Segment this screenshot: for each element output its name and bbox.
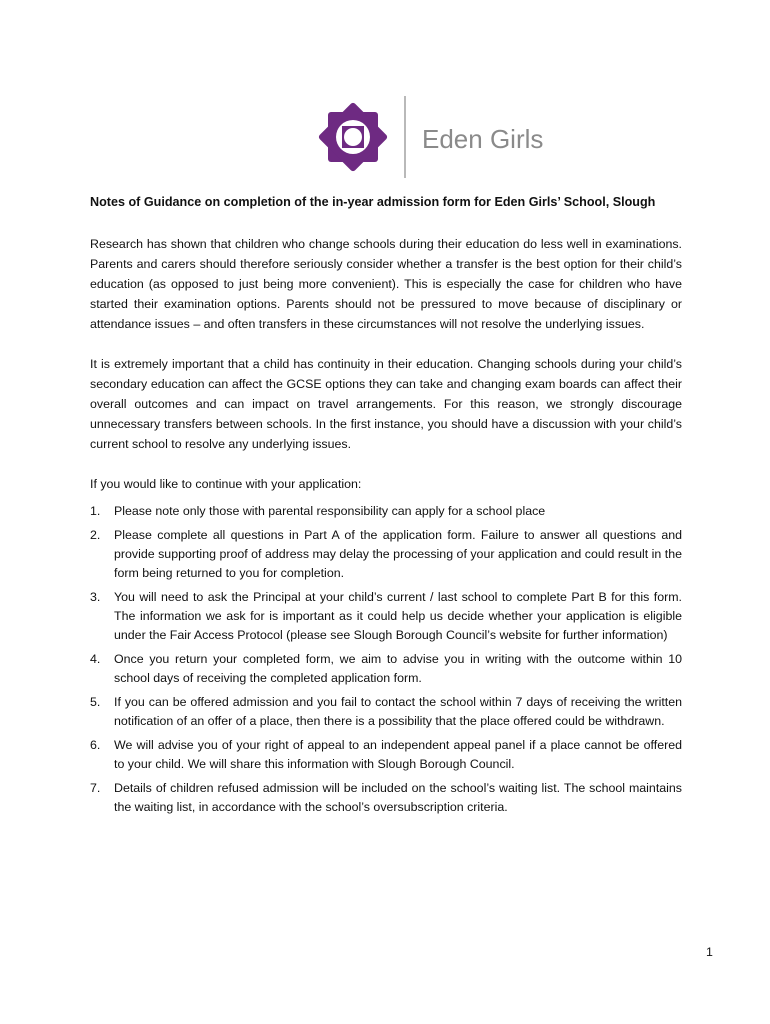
list-item xyxy=(90,650,682,688)
list-item xyxy=(90,588,682,645)
list-item-text: Please note only those with parental responsibility can apply for a school place xyxy=(114,504,546,518)
eden-girls-emblem-icon xyxy=(318,102,388,172)
paragraph-research: Research has shown that children who change schools during their education do less well in examinations. Parents and carers should therefore seriously consider whether a transfer is the best option for their child’s education (as opposed to just being more convenient). This is especially the case for children who have started their examination options. Parents should not be pressured to move because of disciplinary or attendance issues – and often transfers in these circumstances will not resolve the underlying issues. xyxy=(90,237,682,331)
school-logo xyxy=(318,96,543,178)
list-item-number: 7. xyxy=(90,781,101,795)
list-item-number: 4. xyxy=(90,652,101,666)
list-item xyxy=(90,526,682,583)
list-item-text: Details of children refused admission will be included on the school’s waiting list. The school maintains the waiting list, in accordance with the school’s oversubscription criteria. xyxy=(114,781,682,814)
list-item xyxy=(90,693,682,731)
list-item xyxy=(90,502,682,521)
list-item-number: 3. xyxy=(90,590,101,604)
list-item-text: If you can be offered admission and you fail to contact the school within 7 days of receiving the written notification of an offer of a place, then there is a possibility that the place offered could be withdrawn. xyxy=(114,695,682,728)
list-item-number: 2. xyxy=(90,528,101,542)
list-item xyxy=(90,779,682,817)
list-intro: If you would like to continue with your application: xyxy=(90,477,362,491)
list-item-text: You will need to ask the Principal at your child’s current / last school to complete Part B for this form. The information we ask for is important as it could help us decide whether your application is eligible under the Fair Access Protocol (please see Slough Borough Council’s website for further information) xyxy=(114,590,682,642)
document-title: Notes of Guidance on completion of the in-year admission form for Eden Girls’ School, Slough xyxy=(90,195,656,209)
logo-divider xyxy=(404,96,406,178)
list-item-number: 1. xyxy=(90,504,101,518)
list-item xyxy=(90,736,682,774)
list-item-number: 5. xyxy=(90,695,101,709)
list-item-number: 6. xyxy=(90,738,101,752)
list-item-text: We will advise you of your right of appeal to an independent appeal panel if a place cannot be offered to your child. We will share this information with Slough Borough Council. xyxy=(114,738,682,771)
guidance-list xyxy=(90,502,682,817)
logo-text: Eden Girls xyxy=(422,123,544,154)
list-item-text: Once you return your completed form, we aim to advise you in writing with the outcome within 10 school days of receiving the completed application form. xyxy=(114,652,682,685)
paragraph-continuity: It is extremely important that a child has continuity in their education. Changing schools during your child’s secondary education can affect the GCSE options they can take and changing exam boards can affect their overall outcomes and can impact on travel arrangements. For this reason, we strongly discourage unnecessary transfers between schools. In the first instance, you should have a discussion with your child’s current school to resolve any underlying issues. xyxy=(90,357,682,451)
document-body xyxy=(90,192,682,822)
page-number: 1 xyxy=(706,945,713,959)
list-item-text: Please complete all questions in Part A of the application form. Failure to answer all questions and provide supporting proof of address may delay the processing of your application and could result in the form being returned to you for completion. xyxy=(114,528,682,580)
